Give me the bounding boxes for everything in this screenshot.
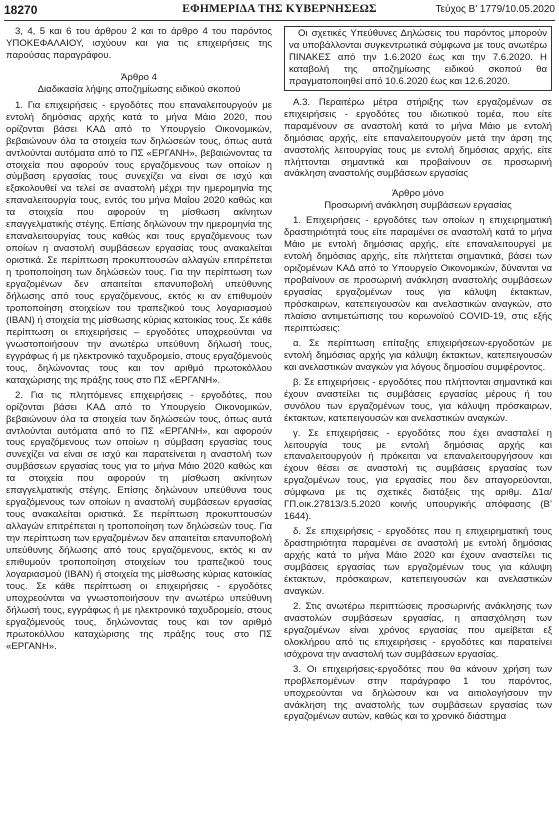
sole-article-paragraph-1: 1. Επιχειρήσεις - εργοδότες των οποίων η επιχειρηματική δραστηριότητά τους είτε παραμένει σε αναστολή κατά το μήνα Μάιο με εντολή δημόσιας αρχής, είτε επαναλειτουργεί με εντολή δημόσιας αρχής, είτε πλήττεται σημαντικά, βάσει των οριζομένων ΚΑΔ από το Υπουργείο Οικονομικών, δύνανται να προβαίνουν σε προσωρινή ανάκληση αναστολής συμβάσεων εργασίας εργαζομένων τους για κάλυψη έκτακτων, πρόσκαιρων, κατεπειγουσών και ανελαστικών αναγκών, στο πλαίσιο αντιμετώπισης του κορωνοϊού COVID-19, στις εξής περιπτώσεις: (284, 215, 552, 334)
section-a3-heading: Α.3. Περαιτέρω μέτρα στήριξης των εργαζομένων σε επιχειρήσεις - εργοδότες του ιδιωτικού τομέα, που είτε παραμένουν σε αναστολή κατά το μήνα Μάιο με εντολή δημόσιας αρχής, είτε επαναλειτουργούν μετά την άρση της αναστολής λειτουργίας τους με εντολή δημόσιας αρχής, είτε πλήττονται σημαντικά και προβαίνουν σε προσωρινή ανάκληση αναστολής συμβάσεων εργασίας (284, 96, 552, 180)
article-4-title: Άρθρο 4 (121, 71, 157, 83)
left-column (6, 26, 272, 653)
header-rule (4, 20, 555, 21)
page-number: 18270 (4, 3, 38, 17)
intro-paragraph: 3, 4, 5 και 6 του άρθρου 2 και το άρθρο 4 του παρόντος ΥΠΟΚΕΦΑΛΑΙΟΥ, ισχύουν και για τις επιχειρήσεις της παρούσας παραγράφου. (6, 26, 272, 61)
article-4-paragraph-1: 1. Για επιχειρήσεις - εργοδότες που επαναλειτουργούν με εντολή δημόσιας αρχής κατά το μήνα Μάιο 2020, που ορίζονται βάσει ΚΑΔ από το Υπουργείο Οικονομικών, βεβαιώνουν όλα τα στοιχεία των δηλώσεών τους, όπως αυτά αντλούνται αυτόματα από το ΠΣ «ΕΡΓΑΝΗ», βεβαιώνοντας τα στοιχεία που αφορούν τους εργαζόμενους των οποίων η σύμβαση εργασίας τους συνεχίζει να είναι σε ισχύ και εξακολουθεί να τελεί σε αναστολή μέχρι την ημερομηνία της επαναλειτουργία τους, εντός του μήνα Μαΐου 2020 καθώς και τα στοιχεία που αφορούν τη μίσθωση ακίνητων επαγγελματικής στέγης. Επίσης δηλώνουν την ημερομηνία της επαναλειτουργίας τους καθώς και τους εργαζόμενους των οποίων η αναστολή συμβάσεων εργασίας τους ανακαλείται οριστικά. Σε περίπτωση προκυπτουσών αλλαγών επιτρέπεται η τροποποίηση των δηλώσεών τους. Για την περίπτωση των εργαζομένων δεν απαιτείται επανυποβολή υπεύθυνης δήλωσης από τους εργαζόμενους, εκτός κι αν επιθυμούν τροποποίηση στοιχείων του τραπεζικού τους λογαριασμού (ΙΒΑΝ) ή στοιχεία της μίσθωσης κύριας κατοικίας τους. Σε κάθε περίπτωση οι επιχειρήσεις – εργοδότες υποχρεούνται να γνωστοποιήσουν την ανωτέρω υπεύθυνη δήλωσή τους, εγγράφως ή με ηλεκτρονικό ταχυδρομείο, στους εργαζόμενούς τους, δηλώνοντας τους και τον αριθμό πρωτοκόλλου καταχώρισης της πράξης τους στο ΠΣ «ΕΡΓΑΝΗ». (6, 99, 272, 386)
schedule-box (284, 26, 552, 91)
sole-article-title: Άρθρο μόνο (392, 188, 444, 200)
list-item-c: γ. Σε επιχειρήσεις - εργοδότες που έχει ανασταλεί η λειτουργία τους με εντολή δημόσιας αρχής και επαναλειτουργούν ή πρόκειται να επαναλειτουργήσουν και έχουν θέσει σε αναστολή τις συμβάσεις εργασίας των εργαζομένων τους, για εργασίες που δεν απαγορεύονται, σύμφωνα με τις σχετικές διατάξεις της αριθμ. Δ1α/ΓΠ.οικ.27813/3.5.2020 κοινής υπουργικής απόφασης (Β’ 1644). (284, 427, 552, 523)
sole-article-paragraph-3: 3. Οι επιχειρήσεις-εργοδότες που θα κάνουν χρήση των προβλεπομένων στην παράγραφο 1 του παρόντος, υποχρεούνται να δηλώσουν και να αιτιολογήσουν την ανάκληση της αναστολής των συμβάσεων εργασίας των εργαζομένων αυτών, καθώς και το χρονικό διάστημα (284, 663, 552, 723)
list-item-d: δ. Σε επιχειρήσεις - εργοδότες που η επιχειρηματική τους δραστηριότητα παραμένει σε αναστολή με εντολή δημόσιας αρχής κατά το μήνα Μάιο 2020 και έχουν αναστείλει τις συμβάσεις εργασίας των εργαζομένων τους για κάλυψη έκτακτων, πρόσκαιρων, κατεπειγουσών και ανελαστικών αναγκών. (284, 526, 552, 597)
schedule-box-text: Οι σχετικές Υπεύθυνες Δηλώσεις του παρόντος μπορούν να υποβάλλονται συγκεντρωτικά σύμφωνα με τους ανωτέρω ΠΙΝΑΚΕΣ από την 1.6.2020 έως και την 7.6.2020. Η καταβολή της αποζημίωσης ειδικού σκοπού θα πραγματοποιηθεί από 10.6.2020 έως και 12.6.2020. (289, 28, 547, 87)
issue-reference: Τεύχος B’ 1779/10.05.2020 (435, 4, 555, 15)
sole-article-paragraph-2: 2. Στις ανωτέρω περιπτώσεις προσωρινής ανάκλησης των αναστολών συμβάσεων εργασίας, η απασχόληση των εργαζομένων είναι χρόνος εργασίας που αμείβεται εξ ολοκλήρου από τις επιχειρήσεις - εργοδότες και παρατείνει ισόχρονα την αναστολή των συμβάσεων εργασίας. (284, 600, 552, 660)
list-item-a: α. Σε περίπτωση επίταξης επιχειρήσεων-εργοδοτών με εντολή δημόσιας αρχής για κάλυψη έκτακτων, κατεπειγουσών και ανελαστικών αναγκών για λόγους δημοσίου συμφέροντος. (284, 337, 552, 373)
gazette-title: ΕΦΗΜΕΡΙΔΑ ΤΗΣ ΚΥΒΕΡΝΗΣΕΩΣ (182, 3, 377, 15)
right-column (284, 26, 552, 723)
article-4-subtitle: Διαδικασία λήψης αποζημίωσης ειδικού σκοπού (37, 83, 241, 95)
list-item-b: β. Σε επιχειρήσεις - εργοδότες που πλήττονται σημαντικά και έχουν αναστείλει τις συμβάσεις εργασίας μέρους ή του συνόλου των εργαζομένων τους, για κάλυψη πρόσκαιρων, έκτακτων, κατεπειγουσών και ανελαστικών αναγκών. (284, 376, 552, 424)
page-header (0, 0, 559, 22)
article-4-paragraph-2: 2. Για τις πληττόμενες επιχειρήσεις - εργοδότες, που ορίζονται βάσει ΚΑΔ από το Υπουργείο Οικονομικών, βεβαιώνουν όλα τα στοιχεία των δηλώσεών τους, όπως αυτά αντλούνται αυτόματα από το ΠΣ «ΕΡΓΑΝΗ», και αφορούν τους εργαζόμενους των οποίων η σύμβαση εργασίας τους συνεχίζει να είναι σε ισχύ και παρατείνεται η αναστολή των συμβάσεων εργασίας τους για το μήνα Μάιο 2020 καθώς και τα στοιχεία που αφορούν τη μίσθωση ακίνητων επαγγελματικής στέγης. Επίσης δηλώνουν υπεύθυνα τους εργαζόμενους των οποίων η αναστολή συμβάσεων εργασίας τους ανακαλείται οριστικά. Σε περίπτωση προκυπτουσών αλλαγών επιτρέπεται η τροποποίηση των δηλώσεών τους. Για την περίπτωση των εργαζομένων δεν απαιτείται επανυποβολή υπεύθυνης δήλωσης από τους εργαζόμενους, εκτός κι αν επιθυμούν τροποποίηση στοιχείων του τραπεζικού τους λογαριασμού (ΙΒΑΝ) ή στοιχεία της μίσθωσης κύριας κατοικίας τους. Σε κάθε περίπτωση οι επιχειρήσεις - εργοδότες υποχρεούνται να γνωστοποιήσουν την ανωτέρω υπεύθυνη δήλωσή τους, εγγράφως ή με ηλεκτρονικό ταχυδρομείο, στους εργαζόμενούς τους, δηλώνοντας τους και τον αριθμό πρωτοκόλλου καταχώρισης της πράξης τους στο ΠΣ «ΕΡΓΑΝΗ». (6, 389, 272, 652)
sole-article-subtitle: Προσωρινή ανάκληση συμβάσεων εργασίας (324, 200, 512, 212)
